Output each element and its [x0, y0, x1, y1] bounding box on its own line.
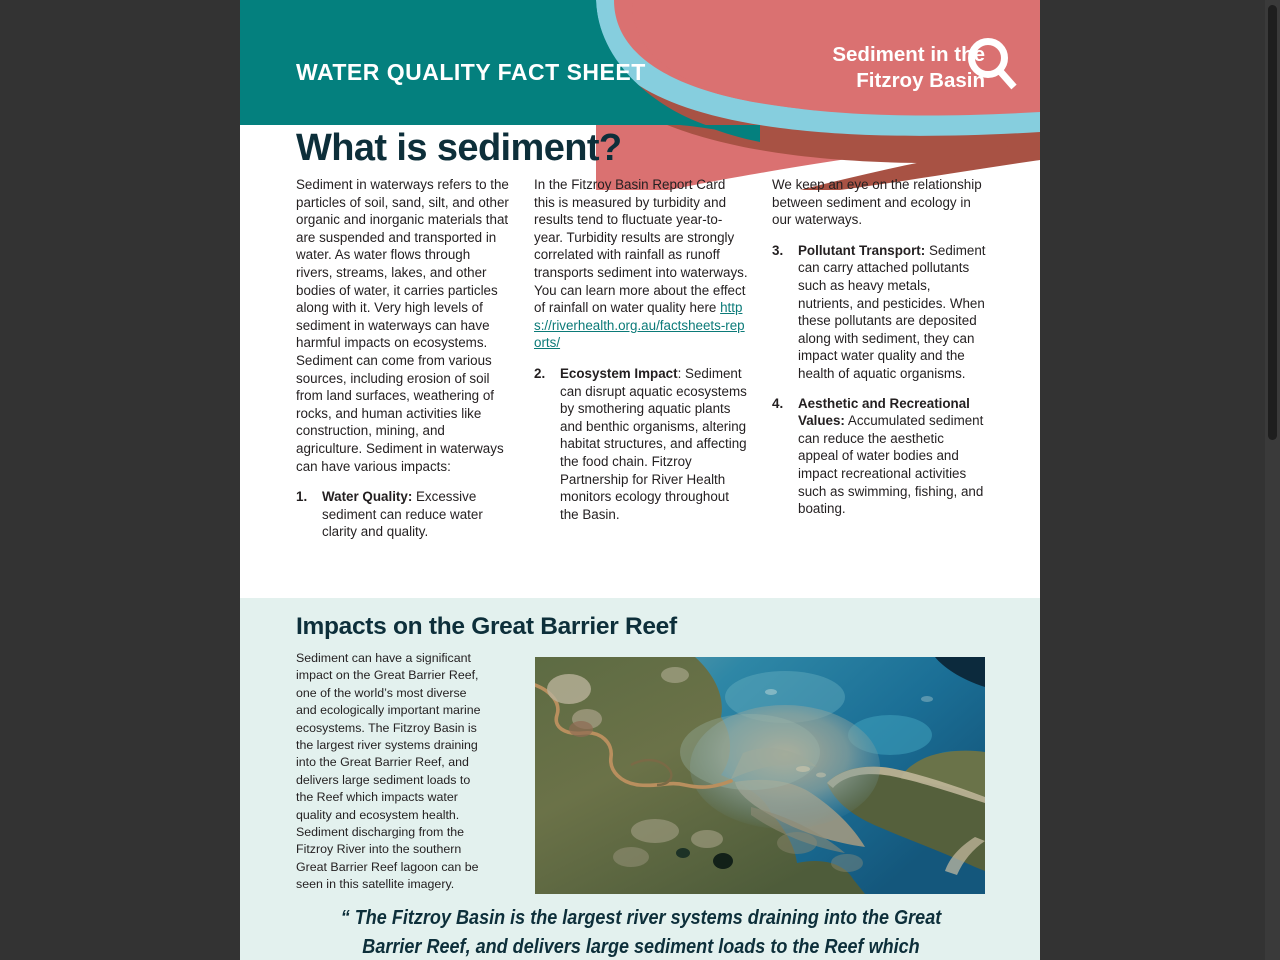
list-item [772, 395, 986, 518]
list-item-number: 4. [772, 395, 784, 411]
list-item-text: Excessive sediment can reduce water clarity and quality. [322, 489, 483, 540]
section-title: What is sediment? [296, 127, 622, 169]
satellite-image-graphic [535, 657, 985, 894]
column-1-paragraph: Sediment in waterways refers to the particles of soil, sand, silt, and other organic and inorganic materials that are suspended and transported in water. As water flows through rivers, streams, lakes, and other bodies of water, it carries particles along with it. Very high levels of sediment in waterways can have harmful impacts on ecosystems. Sediment can come from various sources, including erosion of soil from land surfaces, weathering of rocks, and human activities like construction, mining, and agriculture. Sediment in waterways can have various impacts: [296, 177, 509, 474]
column-3-list [772, 242, 986, 518]
vertical-scrollbar-thumb[interactable] [1268, 5, 1277, 440]
list-item [772, 242, 986, 383]
list-item-term: Ecosystem Impact [560, 365, 678, 381]
column-1 [296, 176, 510, 553]
list-item-term: Aesthetic and Recreational Values: [798, 395, 970, 429]
page-title-line-1: Sediment in the [832, 43, 985, 66]
satellite-image [535, 657, 985, 894]
list-item-number: 1. [296, 489, 308, 505]
column-1-list [296, 488, 510, 541]
fact-sheet-page [240, 0, 1040, 960]
list-item-number: 2. [534, 365, 546, 381]
gbr-body-text: Sediment can have a significant impact on the Great Barrier Reef, one of the world’s most diverse and ecologically important marine ecosystems. The Fitzroy Basin is the largest river systems draining into the Great Barrier Reef, and delivers large sediment loads to the Reef which impacts water quality and ecosystem health. Sediment discharging from the Fitzroy River into the southern Great Barrier Reef lagoon can be seen in this satellite imagery. [296, 651, 481, 892]
riverhealth-link[interactable]: https://riverhealth.org.au/factsheets-reports/ [534, 300, 745, 351]
list-item [296, 488, 510, 541]
page-title-line-2: Fitzroy Basin [856, 68, 985, 92]
vertical-scrollbar-track[interactable] [1265, 0, 1280, 960]
page-title [760, 42, 985, 93]
list-item-text: Accumulated sediment can reduce the aesthetic appeal of water bodies and impact recreational activities such as swimming, fishing, and boating. [798, 413, 984, 517]
header-kicker: WATER QUALITY FACT SHEET [296, 59, 646, 85]
gbr-section-title: Impacts on the Great Barrier Reef [296, 613, 677, 640]
column-3 [772, 176, 986, 553]
list-item-term: Pollutant Transport: [798, 242, 926, 258]
column-2-paragraph [534, 176, 748, 352]
body-columns [296, 176, 986, 553]
column-3-paragraph: We keep an eye on the relationship between sediment and ecology in our waterways. [772, 177, 982, 228]
column-2 [534, 176, 748, 553]
pull-quote: “ The Fitzroy Basin is the largest river systems draining into the Great Barrier Reef, and delivers large sediment loads to the Reef which [340, 906, 942, 958]
column-2-list [534, 365, 748, 523]
list-item-text: Sediment can carry attached pollutants such as heavy metals, nutrients, and pesticides. When these pollutants are deposited along with sediment, they can impact water quality and the health of aquatic organisms. [798, 242, 986, 381]
list-item-term: Water Quality: [322, 489, 413, 505]
list-item-text: : Sediment can disrupt aquatic ecosystems by smothering aquatic plants and benthic organisms, altering habitat structures, and affecting the food chain. Fitzroy Partnership for River Health monitors ecology throughout the Basin. [560, 365, 747, 522]
list-item-number: 3. [772, 242, 784, 258]
list-item [534, 365, 748, 523]
column-2-paragraph-text: In the Fitzroy Basin Report Card this is measured by turbidity and results tend to fluctuate year-to-year. Turbidity results are strongly correlated with rainfall as runoff transports sediment into waterways. You can learn more about the effect of rainfall on water quality here [534, 177, 748, 316]
great-barrier-reef-section [240, 598, 1040, 960]
